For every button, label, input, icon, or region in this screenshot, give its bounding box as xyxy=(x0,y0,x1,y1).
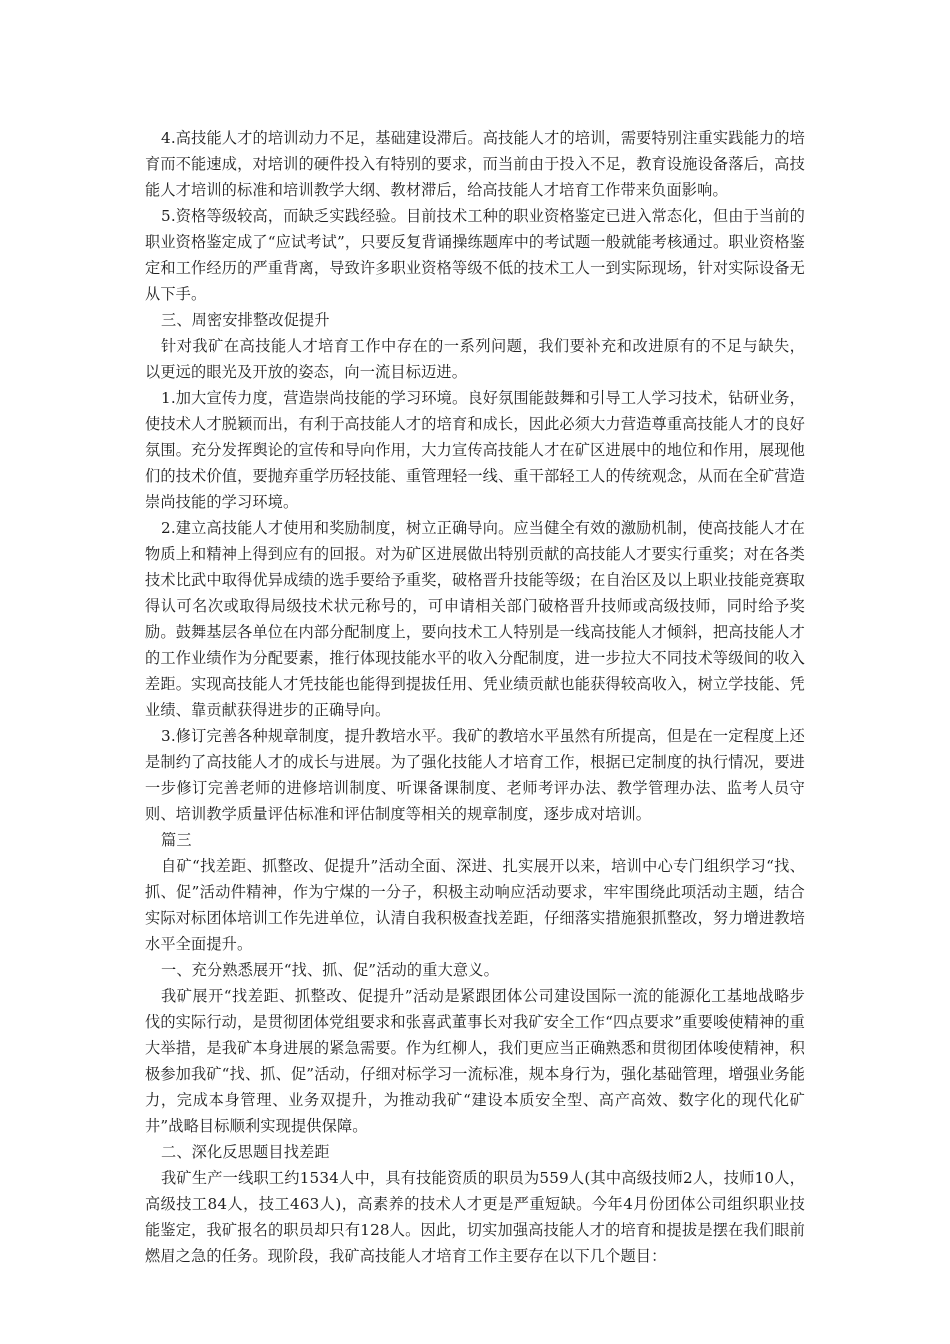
measure-paragraph-1: 1.加大宣传力度，营造崇尚技能的学习环境。良好氛围能鼓舞和引导工人学习技术，钻研业务，使技术人才脱颖而出，有利于高技能人才的培育和成长，因此必须大力营造尊重高技能人才的良好氛围。充分发挥舆论的宣传和导向作用，大力宣传高技能人才在矿区进展中的地位和作用，展现他们的技术价值，要抛弃重学历轻技能、重管理轻一线、重干部轻工人的传统观念，从而在全矿营造崇尚技能的学习环境。 xyxy=(145,389,805,511)
workforce-paragraph: 我矿生产一线职工约1534人中，具有技能资质的职员为559人(其中高级技师2人，技师10人，高级技工84人，技工463人)，高素养的技术人才更是严重短缺。今年4月份团体公司组织职业技能鉴定，我矿报名的职员却只有128人。因此，切实加强高技能人才的培育和提拔是摆在我们眼前燃眉之急的任务。现阶段，我矿高技能人才培育工作主要存在以下几个题目： xyxy=(145,1169,805,1265)
document-body xyxy=(145,125,805,1269)
paragraph-item-5: 5.资格等级较高，而缺乏实践经验。目前技术工种的职业资格鉴定已进入常态化，但由于当前的职业资格鉴定成了“应试考试”，只要反复背诵操练题库中的考试题一般就能考核通过。职业资格鉴定和工作经历的严重背离，导致许多职业资格等级不低的技术工人一到实际现场，针对实际设备无从下手。 xyxy=(145,207,806,303)
measure-paragraph-2: 2.建立高技能人才使用和奖励制度，树立正确导向。应当健全有效的激励机制，使高技能人才在物质上和精神上得到应有的回报。对为矿区进展做出特别贡献的高技能人才要实行重奖；对在各类技术比武中取得优异成绩的选手要给予重奖，破格晋升技能等级；在自治区及以上职业技能竞赛取得认可名次或取得局级技术状元称号的，可申请相关部门破格晋升技师或高级技师，同时给予奖励。鼓舞基层各单位在内部分配制度上，要向技术工人特别是一线高技能人才倾斜，把高技能人才的工作业绩作为分配要素，推行体现技能水平的收入分配制度，进一步拉大不同技术等级间的收入差距。实现高技能人才凭技能也能得到提拔任用、凭业绩贡献也能获得较高收入，树立学技能、凭业绩、靠贡献获得进步的正确导向。 xyxy=(145,519,805,719)
measure-paragraph-3: 3.修订完善各种规章制度，提升教培水平。我矿的教培水平虽然有所提高，但是在一定程度上还是制约了高技能人才的成长与进展。为了强化技能人才培育工作，根据已定制度的执行情况，要进一步修订完善老师的进修培训制度、听课备课制度、老师考评办法、教学管理办法、监考人员守则、培训教学质量评估标准和评估制度等相关的规章制度，逐步成对培训。 xyxy=(145,727,805,823)
part-heading-3: 篇三 xyxy=(161,831,192,849)
section-heading-2: 二、深化反思题目找差距 xyxy=(161,1143,330,1161)
significance-paragraph: 我矿展开“找差距、抓整改、促提升”活动是紧跟团体公司建设国际一流的能源化工基地战略步伐的实际行动，是贯彻团体党组要求和张喜武董事长对我矿安全工作“四点要求”重要唆使精神的重大举措，是我矿本身进展的紧急需要。作为红柳人，我们更应当正确熟悉和贯彻团体唆使精神，积极参加我矿“找、抓、促”活动，仔细对标学习一流标准，规本身行为，强化基础管理，增强业务能力，完成本身管理、业务双提升，为推动我矿“建设本质安全型、高产高效、数字化的现代化矿井”战略目标顺利实现提供保障。 xyxy=(145,987,806,1135)
intro-paragraph: 针对我矿在高技能人才培育工作中存在的一系列问题，我们要补充和改进原有的不足与缺失，以更远的眼光及开放的姿态，向一流目标迈进。 xyxy=(145,337,805,381)
section-heading-3: 三、周密安排整改促提升 xyxy=(161,311,330,329)
campaign-intro-paragraph: 自矿“找差距、抓整改、促提升”活动全面、深进、扎实展开以来，培训中心专门组织学习“找、抓、促”活动件精神，作为宁煤的一分子，积极主动响应活动要求，牢牢围绕此项活动主题，结合实际对标团体培训工作先进单位，认清自我积极查找差距，仔细落实措施狠抓整改，努力增进教培水平全面提升。 xyxy=(145,857,805,953)
paragraph-item-4: 4.高技能人才的培训动力不足，基础建设滞后。高技能人才的培训，需要特别注重实践能力的培育而不能速成，对培训的硬件投入有特别的要求，而当前由于投入不足，教育设施设备落后，高技能人才培训的标准和培训教学大纲、教材滞后，给高技能人才培育工作带来负面影响。 xyxy=(145,129,805,199)
section-heading-1: 一、充分熟悉展开“找、抓、促”活动的重大意义。 xyxy=(161,961,499,979)
